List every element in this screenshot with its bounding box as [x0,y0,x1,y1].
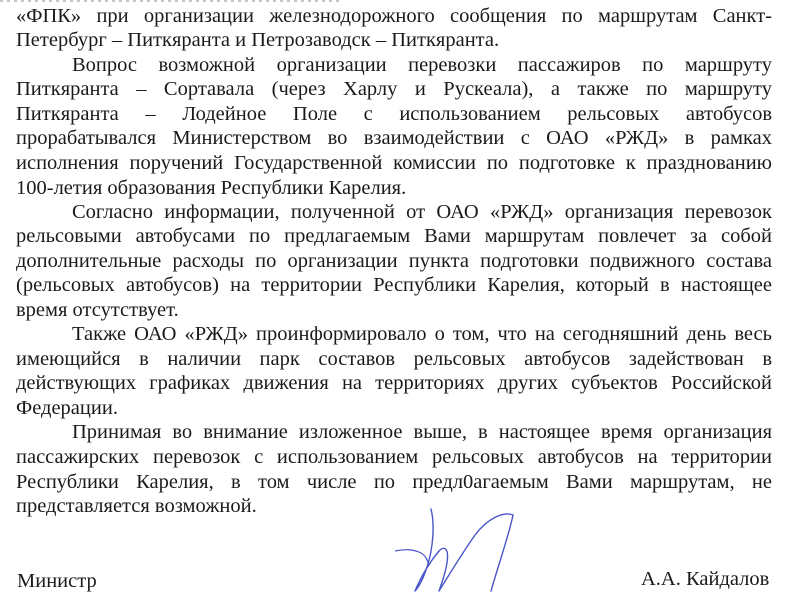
paragraph-5-line-1: Принимая во внимание изложенное выше, в настоящее время организация [72,421,772,443]
paragraph-5-line-4: представляется возможной. [16,495,257,517]
signatory-position: Министр [17,570,97,592]
paragraph-4-line-4: Федерации. [16,397,118,419]
paragraph-2-line-4: прорабатывался Министерством во взаимодействии с ОАО «РЖД» в рамках [16,127,772,149]
paragraph-3-line-2: рельсовыми автобусами по предлагаемым Вами маршрутам повлечет за собой [16,225,772,247]
paragraph-4-line-2: имеющийся в наличии парк составов рельсовых автобусов задействован в [16,348,772,370]
body-line-2: Петербург – Питкяранта и Петрозаводск – Питкяранта. [16,29,500,51]
body-line-1: «ФПК» при организации железнодорожного сообщения по маршрутам Санкт- [16,5,772,27]
paragraph-5-line-3: Республики Карелия, в том числе по предл0агаемым Вами маршрутам, не [16,471,772,493]
paragraph-3-line-1: Согласно информации, полученной от ОАО «РЖД» организация перевозок [72,201,772,223]
paragraph-4-line-1: Также ОАО «РЖД» проинформировало о том, что на сегодняшний день весь [72,323,772,345]
handwritten-signature [395,505,535,594]
paragraph-5-line-2: пассажирских перевозок с использованием рельсовых автобусов на территории [16,446,772,468]
signatory-name: А.А. Кайдалов [641,568,770,590]
paragraph-2-line-6: 100-летия образования Республики Карелия. [16,177,407,199]
paragraph-2-line-2: Питкяранта – Сортавала (через Харлу и Рускеала), а также по маршруту [16,78,772,100]
paragraph-2-line-1: Вопрос возможной организации перевозки пассажиров по маршруту [72,54,772,76]
paragraph-2-line-5: исполнения поручений Государственной комиссии по подготовке к празднованию [16,152,772,174]
paragraph-3-line-3: дополнительные расходы по организации пункта подготовки подвижного состава [16,250,772,272]
paragraph-4-line-3: действующих графиках движения на территориях других субъектов Российской [16,372,772,394]
paragraph-2-line-3: Питкяранта – Лодейное Поле с использованием рельсовых автобусов [16,103,772,125]
top-edge-mark [0,0,811,3]
paragraph-3-line-4: (рельсовых автобусов) на территории Республики Карелия, который в настоящее [16,274,772,296]
paragraph-3-line-5: время отсутствует. [16,299,179,321]
